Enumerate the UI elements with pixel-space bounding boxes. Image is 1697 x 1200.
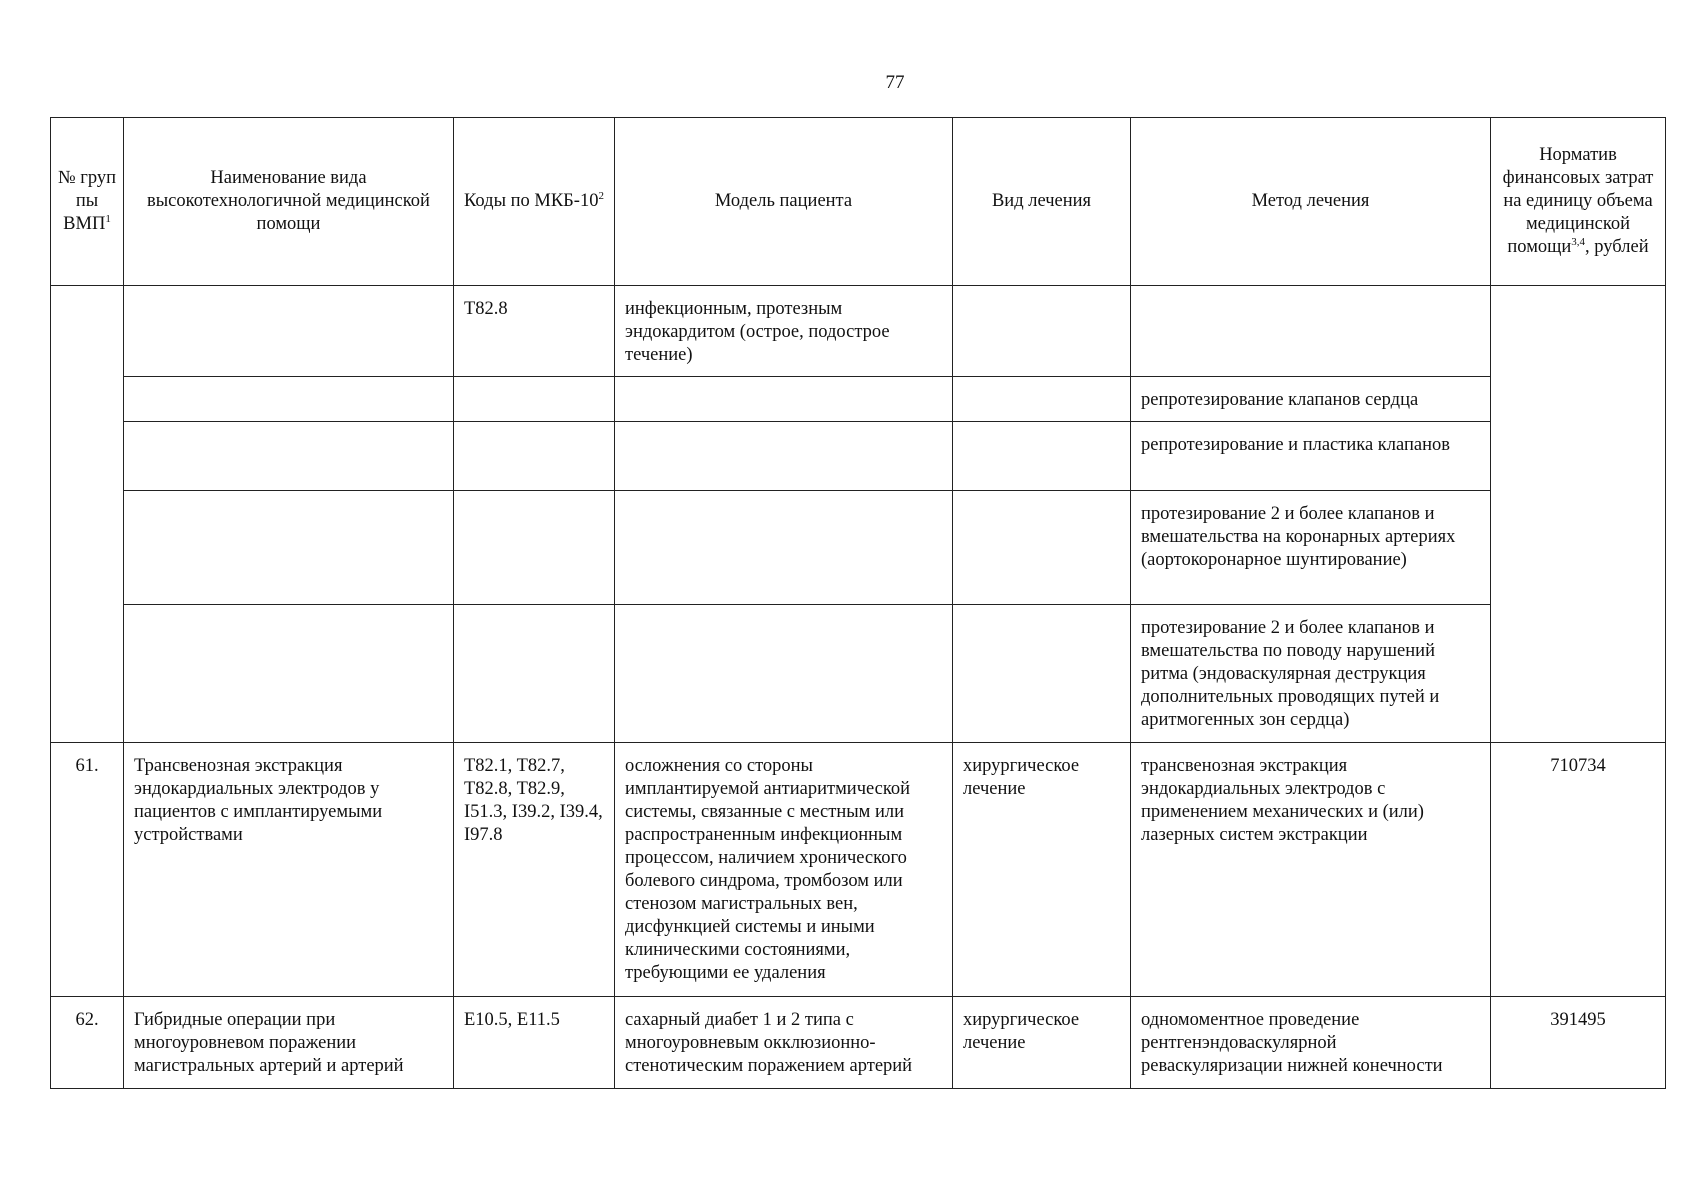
patient-model-cell: осложнения со стороны имплантируемой антиаритмической системы, связанные с местным или распространенным инфекционным процессом, наличием хронического болевого синдрома, тромбозом или стенозом магистральных вен, дисфункцией системы и иными клиническими состояниями, требующими ее удаления (615, 743, 953, 997)
treatment-method-cell: протезирование 2 и более клапанов и вмешательства на коронарных артериях (аортокоронарное шунтирование) (1131, 491, 1491, 605)
header-patient-model: Модель пациента (615, 118, 953, 286)
service-name-cell: Трансвенозная экстракция эндокардиальных электродов у пациентов с имплантируемыми устройствами (124, 743, 454, 997)
service-name-cell (124, 605, 454, 743)
page-number: 77 (885, 72, 905, 93)
cost-cell: 391495 (1491, 997, 1666, 1089)
treatment-method-cell: репротезирование клапанов сердца (1131, 377, 1491, 422)
header-service-name: Наименование вида высокотехнологичной медицинской помощи (124, 118, 454, 286)
icd-codes-cell (454, 491, 615, 605)
icd-codes-cell: T82.8 (454, 286, 615, 377)
table-row (51, 491, 1666, 605)
treatment-type-cell (953, 286, 1131, 377)
services-table (50, 117, 1666, 1089)
group-number-cell (51, 286, 124, 743)
treatment-type-cell: хирургическое лечение (953, 743, 1131, 997)
table-row (51, 422, 1666, 491)
table-row (51, 605, 1666, 743)
group-number-cell: 62. (51, 997, 124, 1089)
treatment-method-cell: протезирование 2 и более клапанов и вмешательства по поводу нарушений ритма (эндоваскулярная деструкция дополнительных проводящих путей и аритмогенных зон сердца) (1131, 605, 1491, 743)
header-cost-standard: Норматив финансовых затрат на единицу объема медицинской помощи$^{3,4}$, рублей (1491, 118, 1666, 286)
table-row (51, 377, 1666, 422)
header-group-number: № груп пы ВМП$^1$ (51, 118, 124, 286)
treatment-type-cell (953, 422, 1131, 491)
treatment-method-cell: одномоментное проведение рентгенэндоваскулярной реваскуляризации нижней конечности (1131, 997, 1491, 1089)
treatment-type-cell (953, 491, 1131, 605)
patient-model-cell (615, 377, 953, 422)
treatment-method-cell: репротезирование и пластика клапанов (1131, 422, 1491, 491)
group-number-cell: 61. (51, 743, 124, 997)
table-row (51, 743, 1666, 997)
cost-cell (1491, 286, 1666, 743)
treatment-type-cell: хирургическое лечение (953, 997, 1131, 1089)
cost-cell: 710734 (1491, 743, 1666, 997)
service-name-cell: Гибридные операции при многоуровневом поражении магистральных артерий и артерий (124, 997, 454, 1089)
header-treatment-method: Метод лечения (1131, 118, 1491, 286)
patient-model-cell (615, 605, 953, 743)
icd-codes-cell (454, 605, 615, 743)
service-name-cell (124, 377, 454, 422)
patient-model-cell: сахарный диабет 1 и 2 типа с многоуровневым окклюзионно-стенотическим поражением артерий (615, 997, 953, 1089)
service-name-cell (124, 286, 454, 377)
header-treatment-type: Вид лечения (953, 118, 1131, 286)
table-row (51, 286, 1666, 377)
service-name-cell (124, 422, 454, 491)
patient-model-cell: инфекционным, протезным эндокардитом (острое, подострое течение) (615, 286, 953, 377)
patient-model-cell (615, 491, 953, 605)
icd-codes-cell: E10.5, E11.5 (454, 997, 615, 1089)
treatment-type-cell (953, 377, 1131, 422)
table-header-row (51, 118, 1666, 286)
treatment-method-cell (1131, 286, 1491, 377)
table-row (51, 997, 1666, 1089)
icd-codes-cell (454, 377, 615, 422)
icd-codes-cell (454, 422, 615, 491)
header-icd-codes: Коды по МКБ-$10^2$ (454, 118, 615, 286)
service-name-cell (124, 491, 454, 605)
treatment-method-cell: трансвенозная экстракция эндокардиальных электродов с применением механических и (или) лазерных систем экстракции (1131, 743, 1491, 997)
treatment-type-cell (953, 605, 1131, 743)
icd-codes-cell: T82.1, T82.7, T82.8, T82.9, I51.3, I39.2, I39.4, I97.8 (454, 743, 615, 997)
patient-model-cell (615, 422, 953, 491)
